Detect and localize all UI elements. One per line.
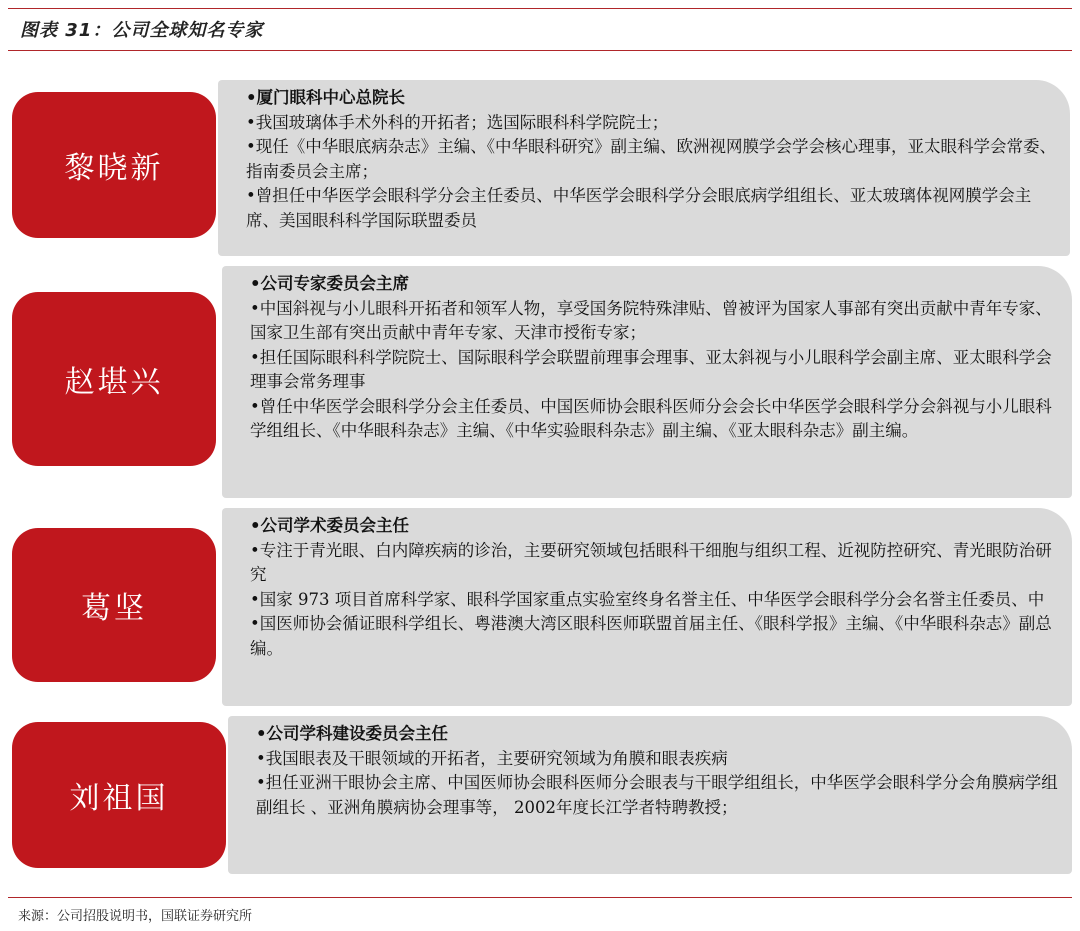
expert-description (222, 508, 1072, 706)
title-rule-top (8, 8, 1072, 9)
expert-detail: •现任《中华眼底病杂志》主编、《中华眼科研究》副主编、欧洲视网膜学会学会核心理事，亚太眼科学会常委、指南委员会主席； (246, 137, 1056, 181)
expert-detail: •专注于青光眼、白内障疾病的诊治，主要研究领域包括眼科干细胞与组织工程、近视防控研究、青光眼防治研究 (250, 540, 1052, 584)
expert-detail: •国医师协会循证眼科学组长、粤港澳大湾区眼科医师联盟首届主任、《眼科学报》主编、《中华眼科杂志》副总编。 (250, 614, 1052, 658)
expert-detail: •曾担任中华医学会眼科学分会主任委员、中华医学会眼科学分会眼底病学组组长、亚太玻璃体视网膜学会主席、美国眼科科学国际联盟委员 (246, 186, 1032, 230)
expert-role: •公司专家委员会主席 (250, 274, 410, 293)
expert-role: •公司学术委员会主任 (250, 516, 410, 535)
expert-name-box (12, 292, 216, 466)
source-note: 来源：公司招股说明书，国联证券研究所 (18, 909, 253, 924)
expert-name: 葛坚 (81, 591, 147, 626)
expert-description (218, 80, 1070, 256)
expert-name-box (12, 92, 216, 238)
expert-role: •厦门眼科中心总院长 (246, 88, 406, 107)
expert-detail: •担任亚洲干眼协会主席、中国医师协会眼科医师分会眼表与干眼学组组长，中华医学会眼科学分会角膜病学组副组长 、亚洲角膜病协会理事等， 2002年度长江学者特聘教授； (256, 773, 1058, 817)
expert-detail: •担任国际眼科科学院院士、国际眼科学会联盟前理事会理事、亚太斜视与小儿眼科学会副主席、亚太眼科学会理事会常务理事 (250, 347, 1052, 391)
expert-description (222, 266, 1072, 498)
expert-name-box (12, 722, 226, 868)
expert-name: 刘祖国 (69, 781, 169, 816)
title-rule-bottom (8, 50, 1072, 51)
expert-detail: •曾任中华医学会眼科学分会主任委员、中国医师协会眼科医师分会会长中华医学会眼科学分会斜视与小儿眼科学组组长、《中华眼科杂志》主编、《中华实验眼科杂志》副主编、《亚太眼科杂志》副主编。 (250, 396, 1052, 440)
expert-detail: •我国玻璃体手术外科的开拓者；选国际眼科科学院院士； (246, 112, 669, 132)
footer-rule (8, 897, 1072, 898)
expert-name: 赵堪兴 (64, 365, 164, 400)
figure-title: 图表 31：公司全球知名专家 (20, 20, 264, 41)
expert-detail: •中国斜视与小儿眼科开拓者和领军人物，享受国务院特殊津贴、曾被评为国家人事部有突出贡献中青年专家、国家卫生部有突出贡献中青年专家、天津市授衔专家； (250, 298, 1052, 342)
expert-name: 黎晓新 (64, 151, 164, 186)
expert-name-box (12, 528, 216, 682)
expert-role: •公司学科建设委员会主任 (256, 724, 449, 743)
expert-description (228, 716, 1072, 874)
expert-detail: •我国眼表及干眼领域的开拓者，主要研究领域为角膜和眼表疾病 (256, 748, 728, 768)
expert-detail: •国家 973 项目首席科学家、眼科学国家重点实验室终身名誉主任、中华医学会眼科学分会名誉主任委员、中 (250, 589, 1045, 609)
